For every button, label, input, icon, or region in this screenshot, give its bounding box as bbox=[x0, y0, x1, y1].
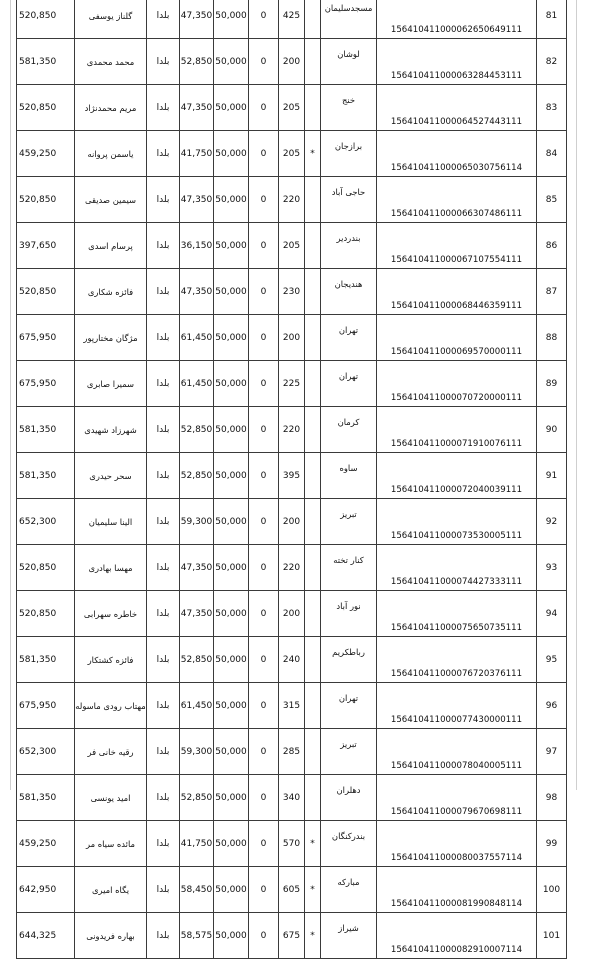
zero-cell: 0 bbox=[249, 223, 279, 269]
status-cell: بلدا bbox=[147, 407, 180, 453]
code-cell: 156410411000072040039111 bbox=[377, 453, 537, 499]
status-cell: بلدا bbox=[147, 39, 180, 85]
name-cell: محمد محمدی bbox=[75, 39, 147, 85]
name-cell: فائزه کشتکار bbox=[75, 637, 147, 683]
amount-cell: 58,450 bbox=[180, 867, 214, 913]
city-cell: مبارکه bbox=[321, 867, 377, 913]
zero-cell: 0 bbox=[249, 729, 279, 775]
amount-cell: 36,150 bbox=[180, 223, 214, 269]
table-row bbox=[17, 315, 567, 361]
total-cell: 581,350 bbox=[17, 637, 75, 683]
table-row bbox=[17, 637, 567, 683]
city-cell: شیراز bbox=[321, 913, 377, 959]
city-cell: تهران bbox=[321, 683, 377, 729]
row-number-cell: 101 bbox=[537, 913, 567, 959]
status-cell: بلدا bbox=[147, 683, 180, 729]
row-number-cell: 87 bbox=[537, 269, 567, 315]
name-cell: مائده سیاه مر bbox=[75, 821, 147, 867]
table-row bbox=[17, 223, 567, 269]
total-cell: 581,350 bbox=[17, 407, 75, 453]
amount-cell: 41,750 bbox=[180, 131, 214, 177]
amount-cell: 47,350 bbox=[180, 269, 214, 315]
name-cell: سیمین صدیقی bbox=[75, 177, 147, 223]
amount-cell: 52,850 bbox=[180, 453, 214, 499]
base-amount-cell: 50,000 bbox=[214, 315, 249, 361]
score-cell: 220 bbox=[279, 545, 305, 591]
flag-cell bbox=[305, 39, 321, 85]
flag-cell bbox=[305, 637, 321, 683]
score-cell: 425 bbox=[279, 0, 305, 39]
base-amount-cell: 50,000 bbox=[214, 39, 249, 85]
name-cell: گلناز یوسفی bbox=[75, 0, 147, 39]
name-cell: مهسا بهادری bbox=[75, 545, 147, 591]
amount-cell: 61,450 bbox=[180, 315, 214, 361]
total-cell: 581,350 bbox=[17, 453, 75, 499]
amount-cell: 47,350 bbox=[180, 545, 214, 591]
table-row bbox=[17, 913, 567, 959]
zero-cell: 0 bbox=[249, 361, 279, 407]
base-amount-cell: 50,000 bbox=[214, 361, 249, 407]
status-cell: بلدا bbox=[147, 545, 180, 591]
code-cell: 156410411000081990848114 bbox=[377, 867, 537, 913]
zero-cell: 0 bbox=[249, 269, 279, 315]
total-cell: 459,250 bbox=[17, 821, 75, 867]
status-cell: بلدا bbox=[147, 637, 180, 683]
base-amount-cell: 50,000 bbox=[214, 0, 249, 39]
flag-cell: * bbox=[305, 913, 321, 959]
flag-cell bbox=[305, 499, 321, 545]
base-amount-cell: 50,000 bbox=[214, 545, 249, 591]
status-cell: بلدا bbox=[147, 361, 180, 407]
zero-cell: 0 bbox=[249, 39, 279, 85]
code-cell: 156410411000065030756114 bbox=[377, 131, 537, 177]
base-amount-cell: 50,000 bbox=[214, 269, 249, 315]
score-cell: 605 bbox=[279, 867, 305, 913]
status-cell: بلدا bbox=[147, 453, 180, 499]
row-number-cell: 100 bbox=[537, 867, 567, 913]
code-cell: 156410411000069570000111 bbox=[377, 315, 537, 361]
flag-cell bbox=[305, 315, 321, 361]
zero-cell: 0 bbox=[249, 913, 279, 959]
table-row bbox=[17, 499, 567, 545]
table-row bbox=[17, 545, 567, 591]
row-number-cell: 92 bbox=[537, 499, 567, 545]
zero-cell: 0 bbox=[249, 775, 279, 821]
flag-cell bbox=[305, 223, 321, 269]
city-cell: بندرکنگان bbox=[321, 821, 377, 867]
base-amount-cell: 50,000 bbox=[214, 913, 249, 959]
base-amount-cell: 50,000 bbox=[214, 453, 249, 499]
score-cell: 315 bbox=[279, 683, 305, 729]
status-cell: بلدا bbox=[147, 315, 180, 361]
score-cell: 200 bbox=[279, 39, 305, 85]
name-cell: امید یونسی bbox=[75, 775, 147, 821]
table-row bbox=[17, 775, 567, 821]
amount-cell: 47,350 bbox=[180, 591, 214, 637]
row-number-cell: 88 bbox=[537, 315, 567, 361]
base-amount-cell: 50,000 bbox=[214, 729, 249, 775]
amount-cell: 47,350 bbox=[180, 177, 214, 223]
flag-cell bbox=[305, 775, 321, 821]
code-cell: 156410411000070720000111 bbox=[377, 361, 537, 407]
name-cell: سمیرا صابری bbox=[75, 361, 147, 407]
city-cell: حاجی آباد bbox=[321, 177, 377, 223]
row-number-cell: 91 bbox=[537, 453, 567, 499]
code-cell: 156410411000064527443111 bbox=[377, 85, 537, 131]
city-cell: مسجدسلیمان bbox=[321, 0, 377, 39]
name-cell: خاطره سهرابی bbox=[75, 591, 147, 637]
status-cell: بلدا bbox=[147, 499, 180, 545]
flag-cell bbox=[305, 453, 321, 499]
status-cell: بلدا bbox=[147, 223, 180, 269]
zero-cell: 0 bbox=[249, 821, 279, 867]
flag-cell bbox=[305, 361, 321, 407]
city-cell: کنار تخته bbox=[321, 545, 377, 591]
name-cell: فائزه شکاری bbox=[75, 269, 147, 315]
row-number-cell: 83 bbox=[537, 85, 567, 131]
amount-cell: 52,850 bbox=[180, 637, 214, 683]
status-cell: بلدا bbox=[147, 269, 180, 315]
code-cell: 156410411000067107554111 bbox=[377, 223, 537, 269]
score-cell: 205 bbox=[279, 223, 305, 269]
status-cell: بلدا bbox=[147, 775, 180, 821]
zero-cell: 0 bbox=[249, 453, 279, 499]
table-row bbox=[17, 729, 567, 775]
total-cell: 581,350 bbox=[17, 39, 75, 85]
row-number-cell: 99 bbox=[537, 821, 567, 867]
total-cell: 581,350 bbox=[17, 775, 75, 821]
row-number-cell: 97 bbox=[537, 729, 567, 775]
total-cell: 520,850 bbox=[17, 269, 75, 315]
amount-cell: 47,350 bbox=[180, 0, 214, 39]
city-cell: خنج bbox=[321, 85, 377, 131]
amount-cell: 52,850 bbox=[180, 39, 214, 85]
flag-cell: * bbox=[305, 131, 321, 177]
city-cell: تبریز bbox=[321, 499, 377, 545]
status-cell: بلدا bbox=[147, 867, 180, 913]
code-cell: 156410411000075650735111 bbox=[377, 591, 537, 637]
amount-cell: 47,350 bbox=[180, 85, 214, 131]
score-cell: 200 bbox=[279, 499, 305, 545]
table-row bbox=[17, 177, 567, 223]
base-amount-cell: 50,000 bbox=[214, 499, 249, 545]
zero-cell: 0 bbox=[249, 177, 279, 223]
city-cell: لوشان bbox=[321, 39, 377, 85]
table-body bbox=[17, 0, 567, 959]
table-row bbox=[17, 453, 567, 499]
city-cell: تبریز bbox=[321, 729, 377, 775]
total-cell: 642,950 bbox=[17, 867, 75, 913]
city-cell: ساوه bbox=[321, 453, 377, 499]
table-row bbox=[17, 85, 567, 131]
city-cell: کرمان bbox=[321, 407, 377, 453]
zero-cell: 0 bbox=[249, 131, 279, 177]
row-number-cell: 82 bbox=[537, 39, 567, 85]
status-cell: بلدا bbox=[147, 913, 180, 959]
name-cell: یگاه امیری bbox=[75, 867, 147, 913]
flag-cell bbox=[305, 545, 321, 591]
score-cell: 220 bbox=[279, 177, 305, 223]
code-cell: 156410411000068446359111 bbox=[377, 269, 537, 315]
code-cell: 156410411000080037557114 bbox=[377, 821, 537, 867]
table-row bbox=[17, 269, 567, 315]
base-amount-cell: 50,000 bbox=[214, 775, 249, 821]
base-amount-cell: 50,000 bbox=[214, 177, 249, 223]
flag-cell bbox=[305, 591, 321, 637]
total-cell: 520,850 bbox=[17, 177, 75, 223]
city-cell: هندیجان bbox=[321, 269, 377, 315]
document-page bbox=[10, 0, 577, 955]
row-number-cell: 98 bbox=[537, 775, 567, 821]
base-amount-cell: 50,000 bbox=[214, 85, 249, 131]
amount-cell: 58,575 bbox=[180, 913, 214, 959]
score-cell: 200 bbox=[279, 591, 305, 637]
amount-cell: 61,450 bbox=[180, 683, 214, 729]
total-cell: 520,850 bbox=[17, 0, 75, 39]
name-cell: یاسمن پروانه bbox=[75, 131, 147, 177]
status-cell: بلدا bbox=[147, 177, 180, 223]
base-amount-cell: 50,000 bbox=[214, 637, 249, 683]
table-row bbox=[17, 407, 567, 453]
name-cell: سحر حیدری bbox=[75, 453, 147, 499]
zero-cell: 0 bbox=[249, 545, 279, 591]
city-cell: نور آباد bbox=[321, 591, 377, 637]
table-row bbox=[17, 0, 567, 39]
zero-cell: 0 bbox=[249, 591, 279, 637]
total-cell: 652,300 bbox=[17, 729, 75, 775]
score-cell: 570 bbox=[279, 821, 305, 867]
zero-cell: 0 bbox=[249, 85, 279, 131]
score-cell: 205 bbox=[279, 85, 305, 131]
score-cell: 205 bbox=[279, 131, 305, 177]
city-cell: تهران bbox=[321, 361, 377, 407]
code-cell: 156410411000079670698111 bbox=[377, 775, 537, 821]
amount-cell: 59,300 bbox=[180, 729, 214, 775]
base-amount-cell: 50,000 bbox=[214, 223, 249, 269]
name-cell: مهتاب رودی ماسوله bbox=[75, 683, 147, 729]
table-row bbox=[17, 867, 567, 913]
zero-cell: 0 bbox=[249, 315, 279, 361]
amount-cell: 52,850 bbox=[180, 407, 214, 453]
code-cell: 156410411000063284453111 bbox=[377, 39, 537, 85]
flag-cell bbox=[305, 269, 321, 315]
base-amount-cell: 50,000 bbox=[214, 683, 249, 729]
city-cell: برازجان bbox=[321, 131, 377, 177]
table-row bbox=[17, 131, 567, 177]
zero-cell: 0 bbox=[249, 0, 279, 39]
row-number-cell: 85 bbox=[537, 177, 567, 223]
flag-cell bbox=[305, 85, 321, 131]
status-cell: بلدا bbox=[147, 131, 180, 177]
score-cell: 220 bbox=[279, 407, 305, 453]
code-cell: 156410411000074427333111 bbox=[377, 545, 537, 591]
table-row bbox=[17, 39, 567, 85]
flag-cell: * bbox=[305, 867, 321, 913]
code-cell: 156410411000082910007114 bbox=[377, 913, 537, 959]
status-cell: بلدا bbox=[147, 729, 180, 775]
total-cell: 675,950 bbox=[17, 361, 75, 407]
row-number-cell: 90 bbox=[537, 407, 567, 453]
flag-cell: * bbox=[305, 821, 321, 867]
zero-cell: 0 bbox=[249, 407, 279, 453]
total-cell: 520,850 bbox=[17, 545, 75, 591]
score-cell: 225 bbox=[279, 361, 305, 407]
status-cell: بلدا bbox=[147, 591, 180, 637]
name-cell: الینا سلیمیان bbox=[75, 499, 147, 545]
row-number-cell: 84 bbox=[537, 131, 567, 177]
score-cell: 285 bbox=[279, 729, 305, 775]
status-cell: بلدا bbox=[147, 821, 180, 867]
table-row bbox=[17, 821, 567, 867]
score-cell: 340 bbox=[279, 775, 305, 821]
amount-cell: 52,850 bbox=[180, 775, 214, 821]
zero-cell: 0 bbox=[249, 637, 279, 683]
amount-cell: 59,300 bbox=[180, 499, 214, 545]
total-cell: 520,850 bbox=[17, 85, 75, 131]
total-cell: 459,250 bbox=[17, 131, 75, 177]
row-number-cell: 94 bbox=[537, 591, 567, 637]
amount-cell: 61,450 bbox=[180, 361, 214, 407]
base-amount-cell: 50,000 bbox=[214, 867, 249, 913]
status-cell: بلدا bbox=[147, 85, 180, 131]
score-cell: 675 bbox=[279, 913, 305, 959]
row-number-cell: 96 bbox=[537, 683, 567, 729]
city-cell: دهلران bbox=[321, 775, 377, 821]
row-number-cell: 86 bbox=[537, 223, 567, 269]
city-cell: تهران bbox=[321, 315, 377, 361]
code-cell: 156410411000073530005111 bbox=[377, 499, 537, 545]
name-cell: رقیه خانی فر bbox=[75, 729, 147, 775]
flag-cell bbox=[305, 683, 321, 729]
name-cell: مریم محمدنژاد bbox=[75, 85, 147, 131]
total-cell: 520,850 bbox=[17, 591, 75, 637]
flag-cell bbox=[305, 177, 321, 223]
name-cell: شهرزاد شهیدی bbox=[75, 407, 147, 453]
score-cell: 395 bbox=[279, 453, 305, 499]
base-amount-cell: 50,000 bbox=[214, 131, 249, 177]
records-table bbox=[16, 0, 567, 959]
total-cell: 644,325 bbox=[17, 913, 75, 959]
base-amount-cell: 50,000 bbox=[214, 821, 249, 867]
row-number-cell: 81 bbox=[537, 0, 567, 39]
base-amount-cell: 50,000 bbox=[214, 407, 249, 453]
score-cell: 200 bbox=[279, 315, 305, 361]
base-amount-cell: 50,000 bbox=[214, 591, 249, 637]
row-number-cell: 95 bbox=[537, 637, 567, 683]
code-cell: 156410411000071910076111 bbox=[377, 407, 537, 453]
table-row bbox=[17, 591, 567, 637]
name-cell: مژگان مختارپور bbox=[75, 315, 147, 361]
name-cell: پرسام اسدی bbox=[75, 223, 147, 269]
total-cell: 675,950 bbox=[17, 683, 75, 729]
zero-cell: 0 bbox=[249, 499, 279, 545]
name-cell: بهاره فریدونی bbox=[75, 913, 147, 959]
row-number-cell: 89 bbox=[537, 361, 567, 407]
flag-cell bbox=[305, 729, 321, 775]
city-cell: بندردیر bbox=[321, 223, 377, 269]
table-row bbox=[17, 361, 567, 407]
total-cell: 397,650 bbox=[17, 223, 75, 269]
score-cell: 240 bbox=[279, 637, 305, 683]
code-cell: 156410411000062650649111 bbox=[377, 0, 537, 39]
row-number-cell: 93 bbox=[537, 545, 567, 591]
code-cell: 156410411000078040005111 bbox=[377, 729, 537, 775]
city-cell: رباطکریم bbox=[321, 637, 377, 683]
zero-cell: 0 bbox=[249, 867, 279, 913]
score-cell: 230 bbox=[279, 269, 305, 315]
total-cell: 652,300 bbox=[17, 499, 75, 545]
table-row bbox=[17, 683, 567, 729]
zero-cell: 0 bbox=[249, 683, 279, 729]
code-cell: 156410411000077430000111 bbox=[377, 683, 537, 729]
amount-cell: 41,750 bbox=[180, 821, 214, 867]
flag-cell bbox=[305, 0, 321, 39]
code-cell: 156410411000066307486111 bbox=[377, 177, 537, 223]
status-cell: بلدا bbox=[147, 0, 180, 39]
total-cell: 675,950 bbox=[17, 315, 75, 361]
flag-cell bbox=[305, 407, 321, 453]
code-cell: 156410411000076720376111 bbox=[377, 637, 537, 683]
